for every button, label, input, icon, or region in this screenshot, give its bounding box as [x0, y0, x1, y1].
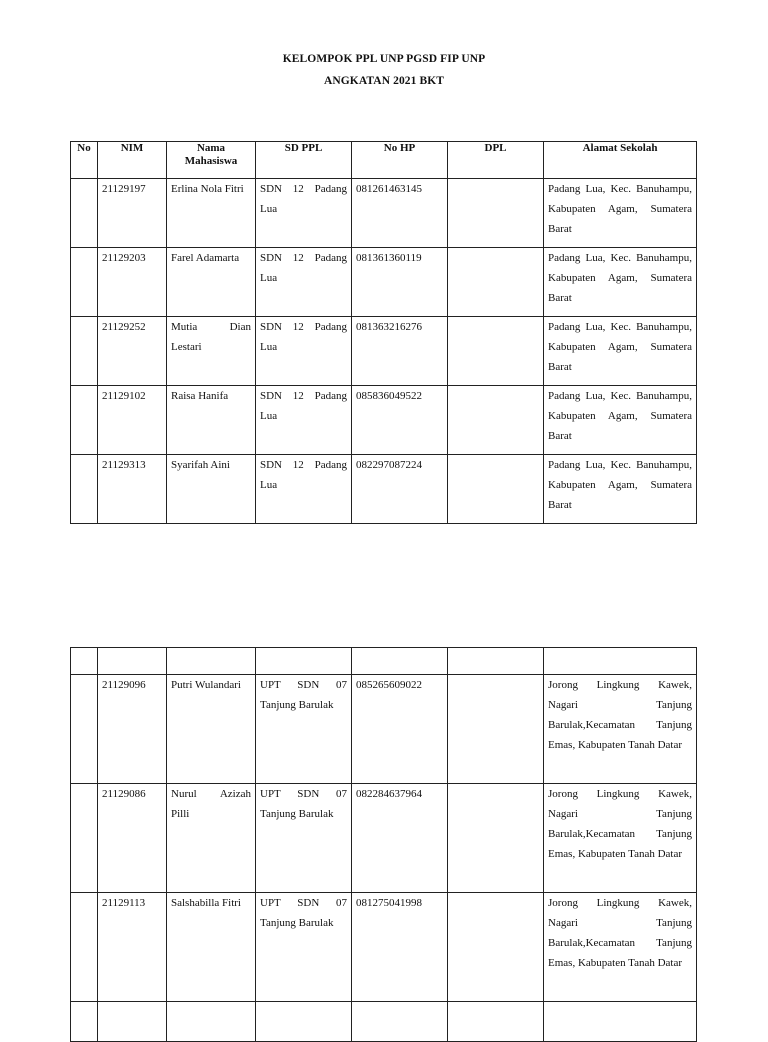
empty-cell [448, 648, 544, 675]
table-row [71, 455, 697, 524]
table-row [71, 675, 697, 784]
empty-cell [448, 1002, 544, 1042]
header-no-hp: No HP [352, 142, 448, 179]
cell-nama: Nurul Azizah Pilli [167, 784, 256, 893]
table-row-partial [71, 1002, 697, 1042]
cell-dpl [448, 248, 544, 317]
document-subtitle: ANGKATAN 2021 BKT [323, 75, 445, 87]
empty-cell [544, 1002, 697, 1042]
cell-sd-ppl: SDN 12 Padang Lua [256, 386, 352, 455]
table-row [71, 893, 697, 1002]
cell-alamat: Jorong Lingkung Kawek, Nagari Tanjung Barulak,Kecamatan Tanjung Emas, Kabupaten Tanah Datar [544, 784, 697, 893]
group1-table [70, 141, 697, 524]
cell-sd-ppl: SDN 12 Padang Lua [256, 455, 352, 524]
cell-no [71, 784, 98, 893]
cell-no-hp: 081261463145 [352, 179, 448, 248]
cell-sd-ppl: SDN 12 Padang Lua [256, 248, 352, 317]
header-dpl: DPL [448, 142, 544, 179]
cell-dpl [448, 455, 544, 524]
cell-no-hp: 081361360119 [352, 248, 448, 317]
cell-nim: 21129086 [98, 784, 167, 893]
document-title: KELOMPOK PPL UNP PGSD FIP UNP [282, 53, 486, 65]
cell-no [71, 386, 98, 455]
empty-cell [71, 648, 98, 675]
cell-no-hp: 085836049522 [352, 386, 448, 455]
cell-sd-ppl: SDN 12 Padang Lua [256, 317, 352, 386]
cell-dpl [448, 179, 544, 248]
cell-alamat: Padang Lua, Kec. Banuhampu, Kabupaten Agam, Sumatera Barat [544, 179, 697, 248]
cell-dpl [448, 386, 544, 455]
cell-alamat: Padang Lua, Kec. Banuhampu, Kabupaten Agam, Sumatera Barat [544, 386, 697, 455]
cell-no-hp: 081275041998 [352, 893, 448, 1002]
cell-alamat: Jorong Lingkung Kawek, Nagari Tanjung Barulak,Kecamatan Tanjung Emas, Kabupaten Tanah Datar [544, 675, 697, 784]
cell-nama: Farel Adamarta [167, 248, 256, 317]
group2-table [70, 647, 697, 1042]
header-alamat: Alamat Sekolah [544, 142, 697, 179]
cell-sd-ppl: UPT SDN 07 Tanjung Barulak [256, 893, 352, 1002]
table-header-row [71, 142, 697, 179]
cell-nim: 21129203 [98, 248, 167, 317]
cell-nim: 21129096 [98, 675, 167, 784]
empty-cell [544, 648, 697, 675]
empty-cell [167, 1002, 256, 1042]
cell-no [71, 893, 98, 1002]
cell-nama: Mutia Dian Lestari [167, 317, 256, 386]
cell-no [71, 455, 98, 524]
cell-dpl [448, 784, 544, 893]
header-nama: Nama Mahasiswa [167, 142, 256, 179]
header-nim: NIM [98, 142, 167, 179]
table-row [71, 317, 697, 386]
cell-dpl [448, 893, 544, 1002]
cell-no-hp: 085265609022 [352, 675, 448, 784]
cell-sd-ppl: SDN 12 Padang Lua [256, 179, 352, 248]
table-row [71, 784, 697, 893]
cell-nim: 21129113 [98, 893, 167, 1002]
cell-nim: 21129102 [98, 386, 167, 455]
cell-alamat: Jorong Lingkung Kawek, Nagari Tanjung Barulak,Kecamatan Tanjung Emas, Kabupaten Tanah Datar [544, 893, 697, 1002]
empty-cell [71, 1002, 98, 1042]
cell-dpl [448, 675, 544, 784]
cell-no-hp: 081363216276 [352, 317, 448, 386]
cell-nim: 21129313 [98, 455, 167, 524]
empty-cell [98, 648, 167, 675]
table-row [71, 386, 697, 455]
empty-header-row [71, 648, 697, 675]
empty-cell [352, 648, 448, 675]
header-sd-ppl: SD PPL [256, 142, 352, 179]
cell-nim: 21129197 [98, 179, 167, 248]
cell-no-hp: 082297087224 [352, 455, 448, 524]
empty-cell [167, 648, 256, 675]
cell-nim: 21129252 [98, 317, 167, 386]
cell-alamat: Padang Lua, Kec. Banuhampu, Kabupaten Agam, Sumatera Barat [544, 248, 697, 317]
cell-nama: Putri Wulandari [167, 675, 256, 784]
cell-sd-ppl: UPT SDN 07 Tanjung Barulak [256, 675, 352, 784]
empty-cell [256, 648, 352, 675]
cell-alamat: Padang Lua, Kec. Banuhampu, Kabupaten Agam, Sumatera Barat [544, 455, 697, 524]
cell-dpl [448, 317, 544, 386]
cell-no [71, 317, 98, 386]
cell-no [71, 248, 98, 317]
header-no: No [71, 142, 98, 179]
cell-nama: Syarifah Aini [167, 455, 256, 524]
cell-nama: Salshabilla Fitri [167, 893, 256, 1002]
empty-cell [352, 1002, 448, 1042]
cell-no-hp: 082284637964 [352, 784, 448, 893]
table-row [71, 179, 697, 248]
cell-sd-ppl: UPT SDN 07 Tanjung Barulak [256, 784, 352, 893]
cell-nama: Erlina Nola Fitri [167, 179, 256, 248]
cell-no [71, 675, 98, 784]
empty-cell [256, 1002, 352, 1042]
empty-cell [98, 1002, 167, 1042]
cell-no [71, 179, 98, 248]
cell-nama: Raisa Hanifa [167, 386, 256, 455]
table-row [71, 248, 697, 317]
cell-alamat: Padang Lua, Kec. Banuhampu, Kabupaten Agam, Sumatera Barat [544, 317, 697, 386]
